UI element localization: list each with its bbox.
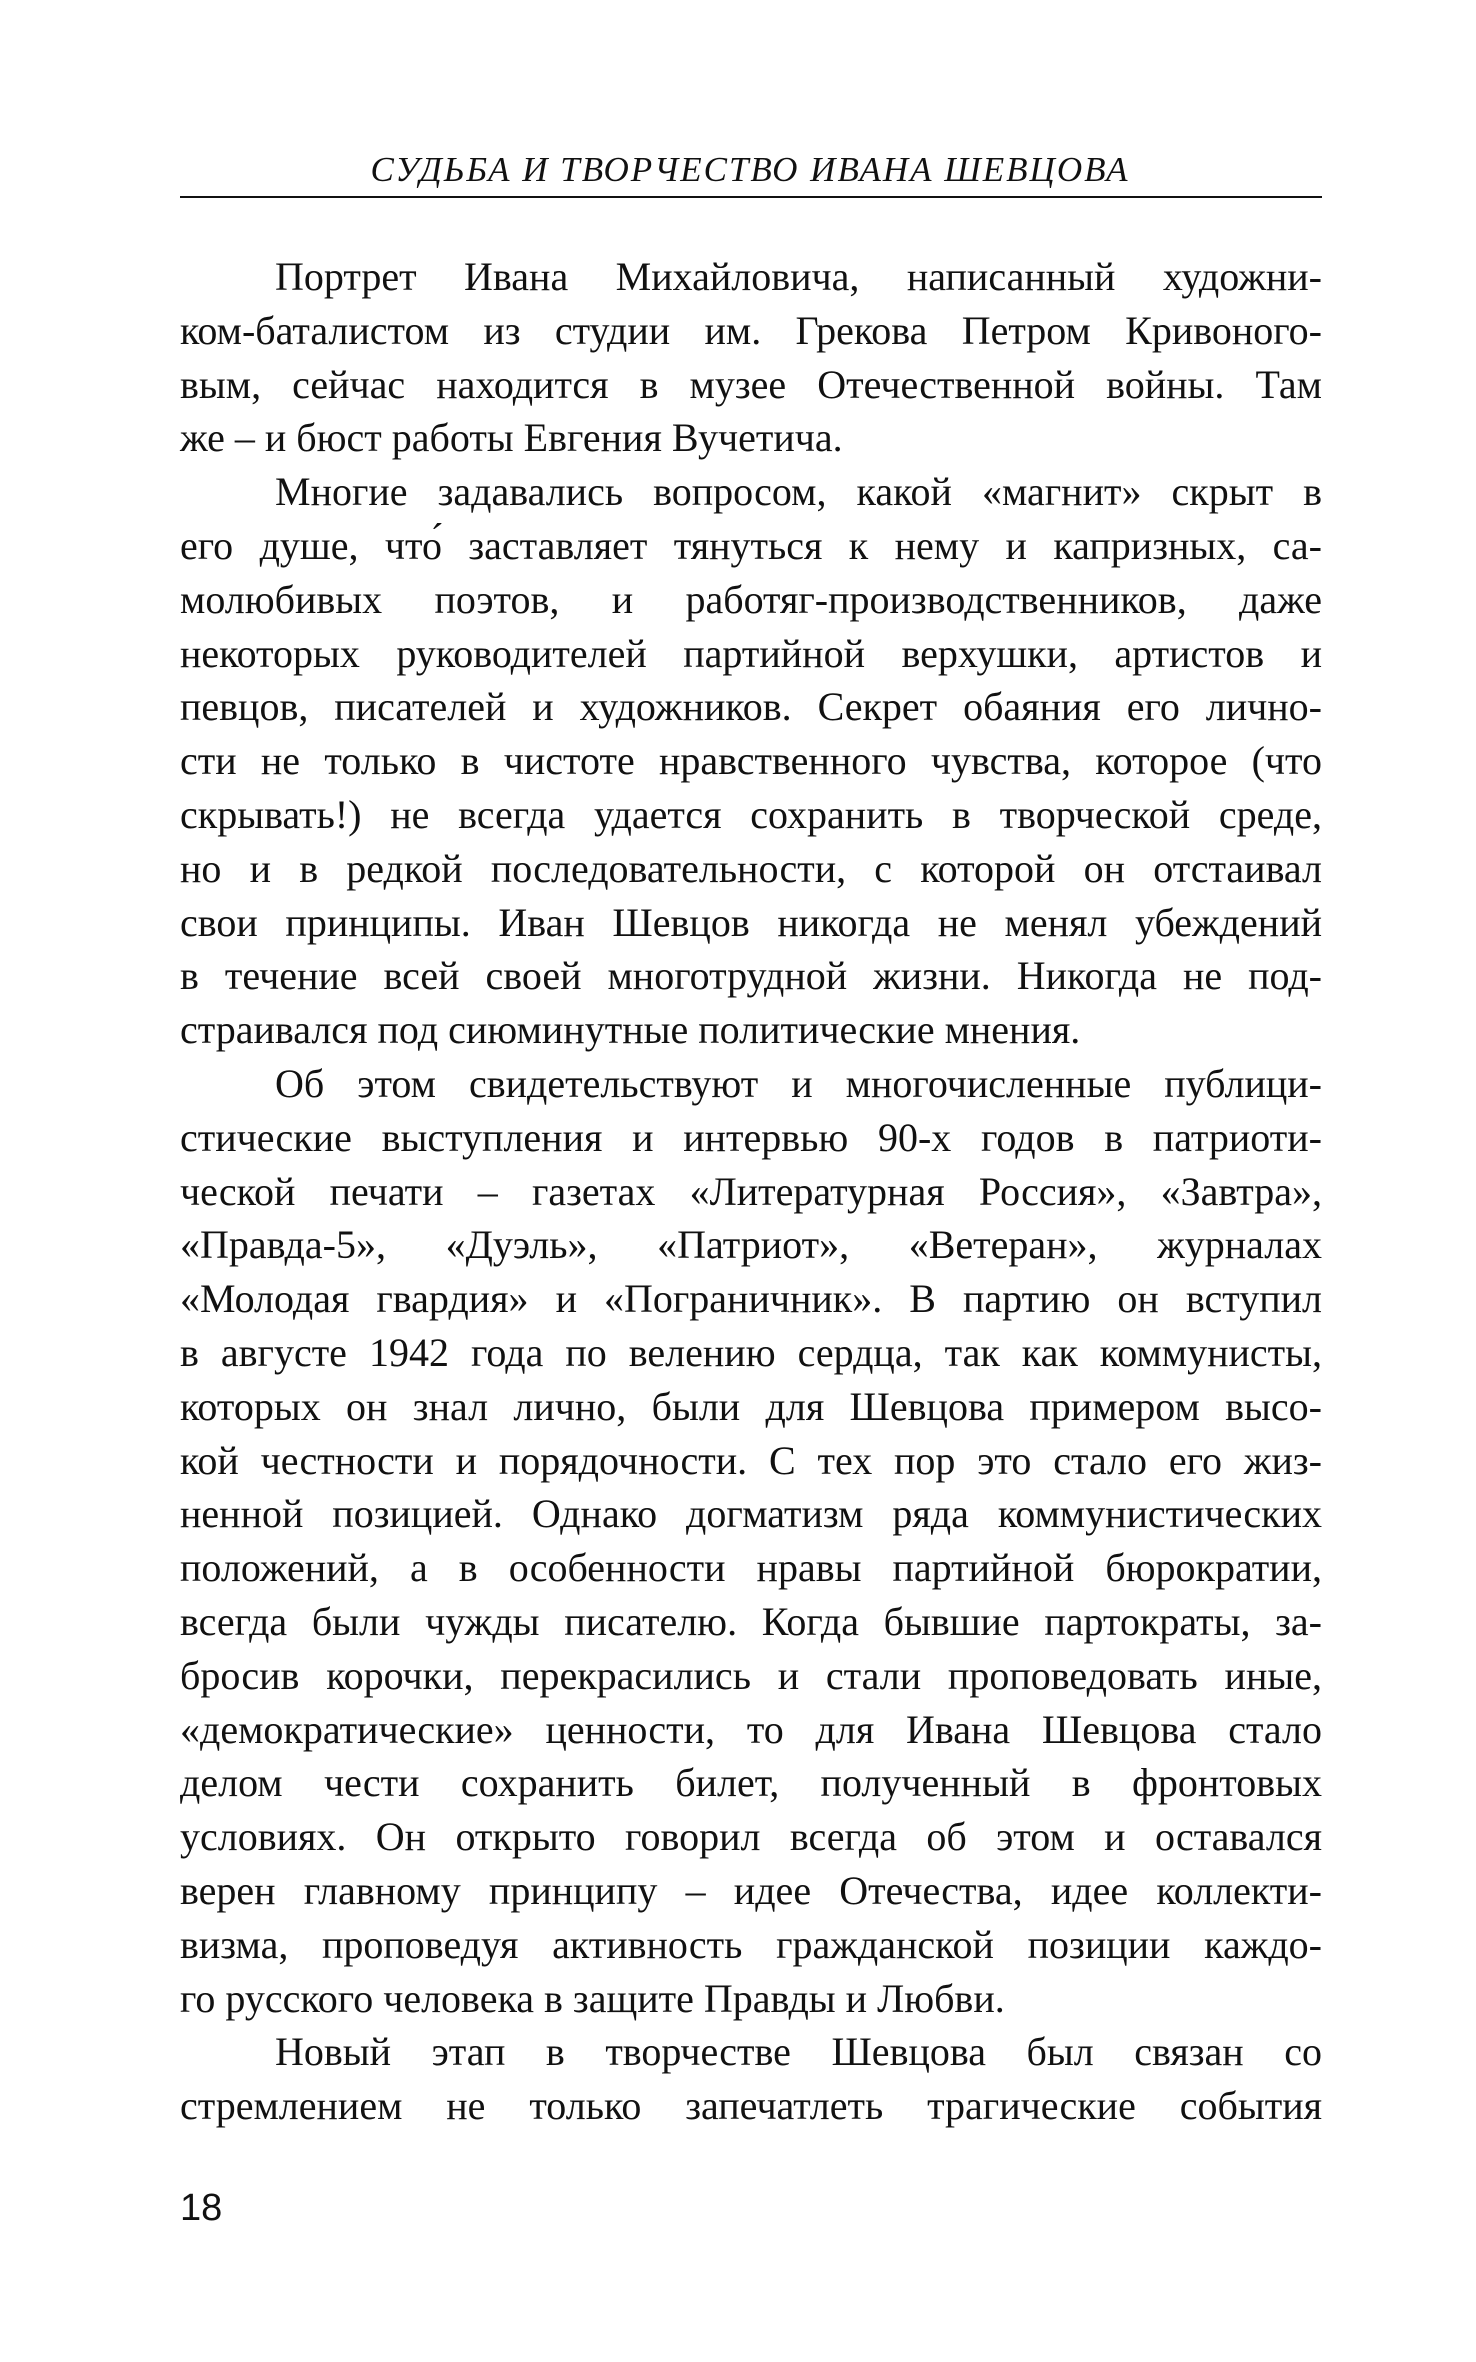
text-line: некоторых руководителей партийной верхушки, артистов и: [180, 630, 1322, 676]
text-line: «Правда-5», «Дуэль», «Патриот», «Ветеран», журналах: [180, 1222, 1322, 1268]
text-line: сти не только в чистоте нравственного чувства, которое (что: [180, 738, 1322, 784]
text-line: Об этом свидетельствуют и многочисленные публици-: [275, 1060, 1322, 1106]
text-line: Новый этап в творчестве Шевцова был связан со: [275, 2029, 1322, 2075]
text-line: его душе, что́ заставляет тянуться к нему и капризных, са-: [180, 522, 1322, 568]
text-line: положений, а в особенности нравы партийной бюрократии,: [180, 1545, 1322, 1591]
text-line: вым, сейчас находится в музее Отечественной войны. Там: [180, 361, 1322, 407]
text-line: верен главному принципу – идее Отечества, идее коллекти-: [180, 1867, 1322, 1913]
text-line: бросив корочки, перекрасились и стали проповедовать иные,: [180, 1652, 1322, 1698]
body-text: [180, 250, 1322, 2133]
text-line: кой честности и порядочности. С тех пор это стало его жиз-: [180, 1437, 1322, 1483]
text-line: го русского человека в защите Правды и Любви.: [180, 1975, 1005, 2021]
text-line: «демократические» ценности, то для Ивана Шевцова стало: [180, 1706, 1322, 1752]
header-rule: [180, 196, 1322, 198]
text-line: свои принципы. Иван Шевцов никогда не менял убеждений: [180, 899, 1322, 945]
text-line: условиях. Он открыто говорил всегда об этом и оставался: [180, 1814, 1322, 1860]
text-line: страивался под сиюминутные политические мнения.: [180, 1007, 1081, 1053]
text-line: стические выступления и интервью 90-х годов в патриоти-: [180, 1114, 1322, 1160]
text-line: ком-баталистом из студии им. Грекова Петром Кривоного-: [180, 307, 1322, 353]
page-number: 18: [180, 2187, 223, 2229]
text-line: же – и бюст работы Евгения Вучетича.: [180, 415, 843, 461]
text-line: всегда были чужды писателю. Когда бывшие партократы, за-: [180, 1598, 1322, 1644]
text-line: «Молодая гвардия» и «Пограничник». В партию он вступил: [180, 1276, 1322, 1322]
text-line: молюбивых поэтов, и работяг-производственников, даже: [180, 576, 1322, 622]
text-line: ческой печати – газетах «Литературная Россия», «Завтра»,: [180, 1168, 1322, 1214]
text-line: ненной позицией. Однако догматизм ряда коммунистических: [180, 1491, 1322, 1537]
text-line: стремлением не только запечатлеть трагические события: [180, 2083, 1322, 2129]
text-line: в течение всей своей многотрудной жизни. Никогда не под-: [180, 953, 1322, 999]
text-line: которых он знал лично, были для Шевцова примером высо-: [180, 1383, 1322, 1429]
text-line: Портрет Ивана Михайловича, написанный художни-: [275, 254, 1322, 299]
text-line: визма, проповедуя активность гражданской позиции каждо-: [180, 1921, 1322, 1967]
running-head-title: СУДЬБА И ТВОРЧЕСТВО ИВАНА ШЕВЦОВА: [370, 150, 1130, 189]
text-line: скрывать!) не всегда удается сохранить в творческой среде,: [180, 791, 1322, 837]
text-line: певцов, писателей и художников. Секрет обаяния его лично-: [180, 684, 1322, 730]
text-line: в августе 1942 года по велению сердца, так как коммунисты,: [180, 1329, 1322, 1375]
text-line: делом чести сохранить билет, полученный в фронтовых: [180, 1760, 1322, 1806]
text-line: но и в редкой последовательности, с которой он отстаивал: [180, 845, 1322, 891]
text-line: Многие задавались вопросом, какой «магнит» скрыт в: [275, 469, 1322, 515]
